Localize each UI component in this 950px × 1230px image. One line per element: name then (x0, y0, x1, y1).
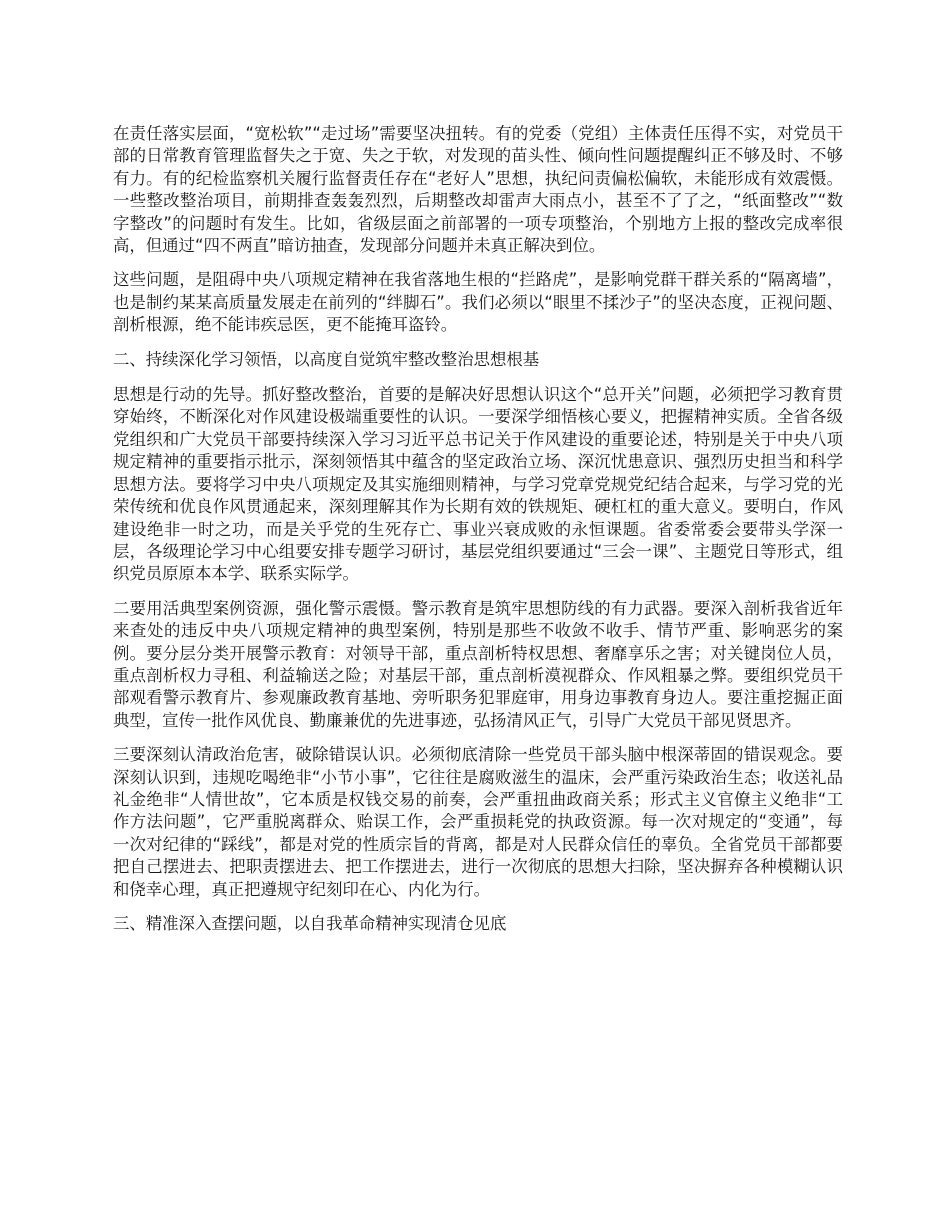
paragraph-study: 思想是行动的先导。抓好整改整治，首要的是解决好思想认识这个“总开关”问题，必须把学习教育贯穿始终，不断深化对作风建设极端重要性的认识。一要深学细悟核心要义，把握精神实质。全省各级党组织和广大党员干部要持续深入学习习近平总书记关于作风建设的重要论述，特别是关于中央八项规定精神的重要指示批示，深刻领悟其中蕴含的坚定政治立场、深沉忧患意识、强烈历史担当和科学思想方法。要将学习中央八项规定及其实施细则精神，与学习党章党规党纪结合起来，与学习党的光荣传统和优良作风贯通起来，深刻理解其作为长期有效的铁规矩、硬杠杠的重大意义。要明白，作风建设绝非一时之功，而是关乎党的生死存亡、事业兴衰成败的永恒课题。省委常委会要带头学深一层，各级理论学习中心组要安排专题学习研讨，基层党组织要通过“三会一课”、主题党日等形式，组织党员原原本本学、联系实际学。 (113, 385, 843, 584)
paragraph-responsibility: 在责任落实层面，“宽松软”“走过场”需要坚决扭转。有的党委（党组）主体责任压得不实，对党员干部的日常教育管理监督失之于宽、失之于软，对发现的苗头性、倾向性问题提醒纠正不够及时、不够有力。有的纪检监察机关履行监督责任存在“老好人”思想，执纪问责偏松偏软，未能形成有效震慑。一些整改整治项目，前期排查轰轰烈烈，后期整改却雷声大雨点小，甚至不了了之，“纸面整改”“数字整改”的问题时有发生。比如，省级层面之前部署的一项专项整治，个别地方上报的整改完成率很高，但通过“四不两直”暗访抽查，发现部分问题并未真正解决到位。 (113, 124, 843, 256)
document-body (113, 123, 843, 948)
section-heading-2: 二、持续深化学习领悟，以高度自觉筑牢整改整治思想根基 (113, 349, 540, 369)
paragraph-warning-education: 二要用活典型案例资源，强化警示震慑。警示教育是筑牢思想防线的有力武器。要深入剖析我省近年来查处的违反中央八项规定精神的典型案例，特别是那些不收敛不收手、情节严重、影响恶劣的案例。要分层分类开展警示教育：对领导干部，重点剖析特权思想、奢靡享乐之害；对关键岗位人员，重点剖析权力寻租、利益输送之险；对基层干部，重点剖析漠视群众、作风粗暴之弊。要组织党员干部观看警示教育片、参观廉政教育基地、旁听职务犯罪庭审，用身边事教育身边人。要注重挖掘正面典型，宣传一批作风优良、勤廉兼优的先进事迹，弘扬清风正气，引导广大党员干部见贤思齐。 (113, 598, 843, 730)
section-heading-3: 三、精准深入查摆问题，以自我革命精神实现清仓见底 (113, 914, 507, 933)
paragraph-problems-summary: 这些问题，是阻碍中央八项规定精神在我省落地生根的“拦路虎”，是影响党群干群关系的“隔离墙”，也是制约某某高质量发展走在前列的“绊脚石”。我们必须以“眼里不揉沙子”的坚决态度，正视问题、剖析根源，绝不能讳疾忌医，更不能掩耳盗铃。 (113, 270, 843, 335)
paragraph-political-harm: 三要深刻认清政治危害，破除错误认识。必须彻底清除一些党员干部头脑中根深蒂固的错误观念。要深刻认识到，违规吃喝绝非“小节小事”，它往往是腐败滋生的温床，会严重污染政治生态；收送礼品礼金绝非“人情世故”，它本质是权钱交易的前奏，会严重扭曲政商关系；形式主义官僚主义绝非“工作方法问题”，它严重脱离群众、贻误工作，会严重损耗党的执政资源。每一次对规定的“变通”，每一次对纪律的“踩线”，都是对党的性质宗旨的背离，都是对人民群众信任的辜负。全省党员干部都要把自己摆进去、把职责摆进去、把工作摆进去，进行一次彻底的思想大扫除，坚决摒弃各种模糊认识和侥幸心理，真正把遵规守纪刻印在心、内化为行。 (113, 745, 843, 899)
